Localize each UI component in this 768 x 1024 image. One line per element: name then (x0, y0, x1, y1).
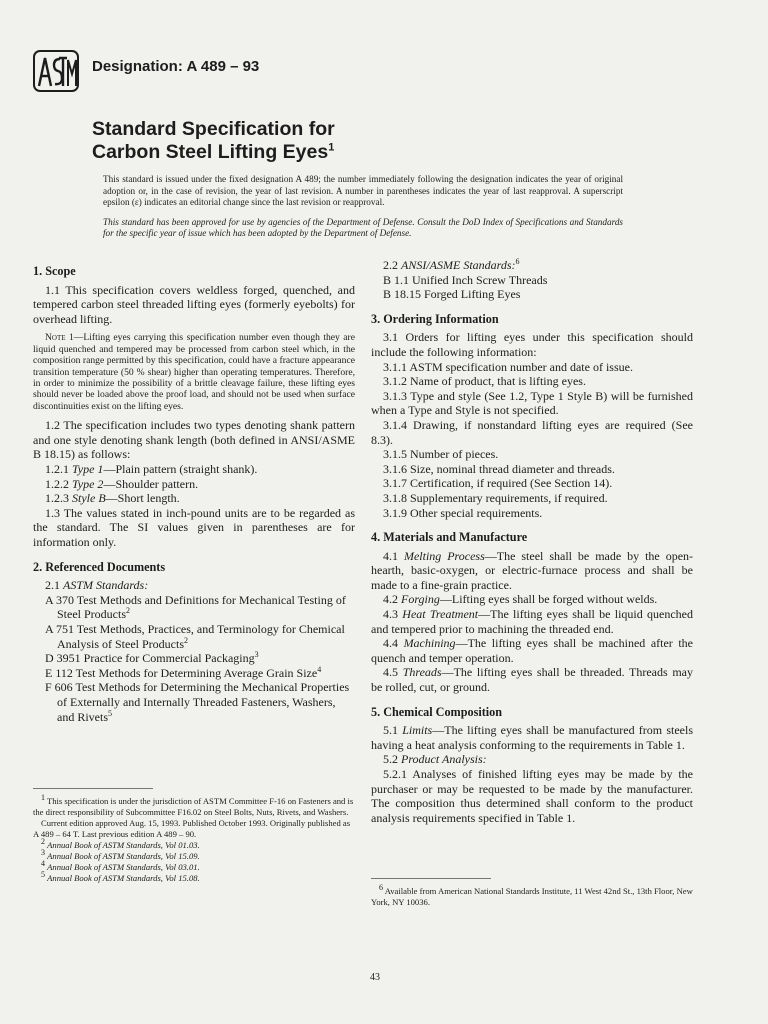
astm-logo-icon (33, 50, 79, 92)
para-4-4: 4.4 Machining—The lifting eyes shall be machined after the quench and temper operation. (371, 636, 694, 665)
para-5-2-1: 5.2.1 Analyses of finished lifting eyes may be made by the purchaser or may be requested to be made by the manufacturer. The composition thus determined shall conform to the product analysis requirements specified in Table 1. (371, 767, 693, 825)
order-item: 3.1.5 Number of pieces. (383, 447, 499, 462)
order-item: 3.1.8 Supplementary requirements, if required. (383, 490, 608, 505)
section-4-heading: 4. Materials and Manufacture (371, 530, 528, 545)
footnote-5: $^5$ Annual Book of ASTM Standards, Vol 15.08. (41, 870, 200, 883)
intro-paragraph-1: This standard is issued under the fixed designation A 489; the number immediately following the designation indicates the year of original adoption or, in the case of revision, the year of last revision. A number in parentheses indicates the year of last reapproval. A superscript epsilon (ε) indicates an editorial change since the last revision or reapproval. (103, 174, 623, 208)
document-title (92, 118, 335, 164)
para-1-2-3: 1.2.3 Style B—Short length. (45, 491, 180, 506)
section-1-heading: 1. Scope (33, 264, 76, 278)
ansi-ref-2: B 18.15 Forged Lifting Eyes (383, 287, 521, 302)
order-item: 3.1.4 Drawing, if nonstandard lifting eyes are required (See 8.3). (371, 417, 693, 447)
para-1-3: 1.3 The values stated in inch-pound units are to be regarded as the standard. The SI values given in parentheses are for information only. (33, 505, 355, 549)
ref-item: E 112 Test Methods for Determining Average Grain Size$^4$ (45, 664, 322, 680)
para-3-1: 3.1 Orders for lifting eyes under this specification should include the following information: (371, 330, 693, 359)
intro-paragraph-2: This standard has been approved for use by agencies of the Department of Defense. Consult the DoD Index of Specifications and Standards for the specific year of issue which has been adopted by the Department of Defense. (103, 216, 623, 239)
para-4-1: 4.1 Melting Process—The steel shall be made by the open-hearth, basic-oxygen, or electric-furnace process and shall be made to a fine-grain practice. (371, 548, 694, 592)
ansi-ref-1: B 1.1 Unified Inch Screw Threads (383, 272, 548, 287)
ref-item: D 3951 Practice for Commercial Packaging$^3$ (45, 650, 259, 666)
section-3-heading: 3. Ordering Information (371, 311, 499, 326)
para-4-5: 4.5 Threads—The lifting eyes shall be threaded. Threads may be rolled, cut, or ground. (371, 665, 694, 695)
order-item: 3.1.9 Other special requirements. (383, 505, 543, 520)
ref-item: F 606 Test Methods for Determining the Mechanical Properties of Externally and Internally Threaded Fasteners, Washers, and Rivets$^5$ (45, 680, 350, 724)
footnote-rule-right (371, 878, 491, 879)
title-line-2: Carbon Steel Lifting Eyes$^1$ (92, 141, 335, 163)
para-1-1: 1.1 This specification covers weldless forged, quenched, and tempered carbon steel threaded lifting eyes (formerly eyebolts) for overhead lifting. (33, 282, 355, 326)
para-5-1: 5.1 Limits—The lifting eyes shall be manufactured from steels having a heat analysis conforming to the requirements in Table 1. (371, 723, 693, 752)
left-column (33, 258, 355, 724)
para-5-2: 5.2 Product Analysis: (383, 752, 487, 767)
footnote-3: $^3$ Annual Book of ASTM Standards, Vol 15.09. (41, 848, 200, 861)
para-2-1: 2.1 ASTM Standards: (45, 578, 149, 593)
note-1: Note 1—Lifting eyes carrying this specification number even though they are liquid quenched and tempered may be processed from carbon steel which, in the composition range permitted by this specification, could have a fracture appearance transition temperature (50 % shear) higher than operating temperatures. Therefore, in order to minimize the possibility of a brittle cleavage failure, these lifting eyes should never be loaded above the proof load, and should not be used when surface discontinuities exist on the lifting eyes. (33, 332, 355, 412)
ref-item: A 370 Test Methods and Definitions for Mechanical Testing of Steel Products$^2$ (45, 592, 346, 622)
order-item: 3.1.7 Certification, if required (See Section 14). (383, 476, 613, 491)
footnote-1: $^1$ This specification is under the jurisdiction of ASTM Committee F-16 on Fasteners and is the direct responsibility of Subcommittee F16.02 on Steel Bolts, Nuts, Rivets, and Washers. (33, 793, 354, 817)
footnote-6: $^6$ Available from American National Standards Institute, 11 West 42nd St., 13th Floor, New York, NY 10036. (371, 883, 693, 907)
order-item: 3.1.2 Name of product, that is lifting eyes. (383, 374, 586, 389)
footnotes-left (33, 793, 355, 884)
order-item: 3.1.1 ASTM specification number and date of issue. (383, 359, 633, 374)
para-1-2-1: 1.2.1 Type 1—Plain pattern (straight shank). (45, 462, 258, 476)
right-column (371, 258, 693, 825)
para-2-2: 2.2 ANSI/ASME Standards:$^6$ (383, 257, 520, 272)
footnote-2: $^2$ Annual Book of ASTM Standards, Vol 01.03. (41, 837, 200, 850)
section-2-heading: 2. Referenced Documents (33, 559, 166, 574)
para-1-2-2: 1.2.2 Type 2—Shoulder pattern. (45, 476, 199, 491)
para-4-3: 4.3 Heat Treatment—The lifting eyes shall be liquid quenched and tempered prior to machining the threaded end. (371, 607, 694, 636)
title-line-1: Standard Specification for (92, 118, 335, 140)
footnote-1b: Current edition approved Aug. 15, 1993. Published October 1993. Originally published as A 489 – 64 T. Last previous edition A 489 – 90. (33, 818, 351, 839)
page-number: 43 (370, 972, 380, 983)
footnote-rule-left (33, 788, 153, 789)
order-item: 3.1.6 Size, nominal thread diameter and threads. (383, 461, 615, 476)
para-4-2: 4.2 Forging—Lifting eyes shall be forged without welds. (383, 592, 658, 607)
intro-notice (103, 174, 623, 248)
footnotes-right (371, 883, 693, 908)
section-5-heading: 5. Chemical Composition (371, 704, 503, 719)
footnote-4: $^4$ Annual Book of ASTM Standards, Vol 03.01. (41, 859, 200, 872)
order-item: 3.1.3 Type and style (See 1.2, Type 1 Style B) will be furnished when a Type and Style is not specified. (371, 388, 693, 418)
designation: Designation: A 489 – 93 (92, 58, 260, 75)
ref-item: A 751 Test Methods, Practices, and Terminology for Chemical Analysis of Steel Products$^2$ (45, 621, 345, 651)
para-1-2: 1.2 The specification includes two types denoting shank pattern and one style denoting shank length (both defined in ANSI/ASME B 18.15) as follows: (33, 418, 355, 462)
